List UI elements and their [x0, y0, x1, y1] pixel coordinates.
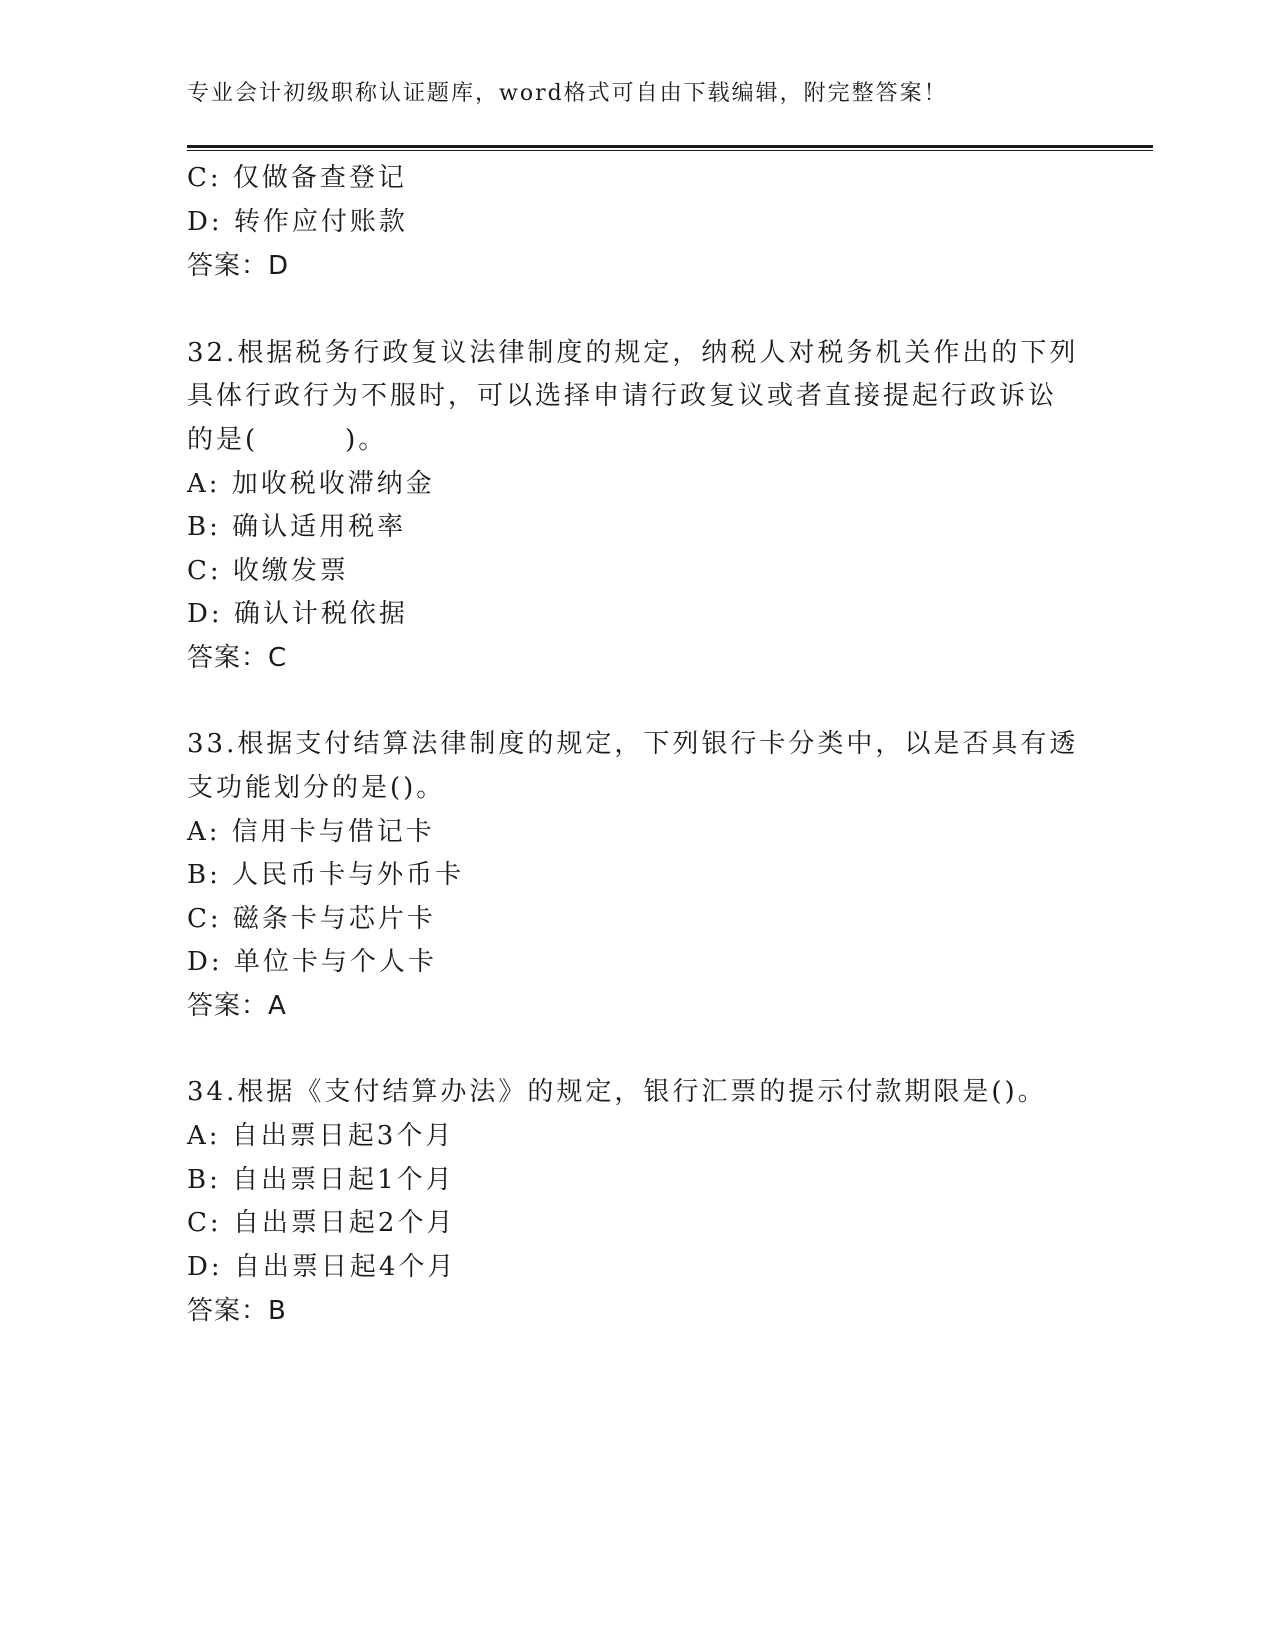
option-d: D: 转作应付账款 [187, 207, 408, 237]
question-32-line-3: 的是( )。 [187, 425, 388, 455]
question-33-line-1: 33.根据支付结算法律制度的规定，下列银行卡分类中，以是否具有透 [187, 729, 1079, 759]
question-32-option-a: A: 加收税收滞纳金 [187, 469, 435, 499]
header-divider-thick [187, 145, 1153, 148]
answer-line: 答案：D [187, 251, 290, 281]
page-header: 专业会计初级职称认证题库，word格式可自由下载编辑，附完整答案！ [187, 81, 948, 106]
header-divider-thin [187, 150, 1153, 151]
option-c: C: 仅做备查登记 [187, 163, 407, 193]
question-32-option-d: D: 确认计税依据 [187, 599, 408, 629]
question-32-option-b: B: 确认适用税率 [187, 512, 407, 542]
question-34-line-1: 34.根据《支付结算办法》的规定，银行汇票的提示付款期限是()。 [187, 1077, 1047, 1107]
question-33-line-2: 支功能划分的是()。 [187, 773, 446, 803]
question-32-option-c: C: 收缴发票 [187, 556, 349, 586]
question-33-option-c: C: 磁条卡与芯片卡 [187, 904, 436, 934]
question-34-option-a: A: 自出票日起3个月 [187, 1121, 455, 1151]
question-32-answer: 答案：C [187, 643, 288, 673]
question-32-line-2: 具体行政行为不服时，可以选择申请行政复议或者直接提起行政诉讼 [187, 381, 1058, 411]
question-33-answer: 答案：A [187, 991, 287, 1021]
question-34-option-b: B: 自出票日起1个月 [187, 1165, 455, 1195]
question-32-line-1: 32.根据税务行政复议法律制度的规定，纳税人对税务机关作出的下列 [187, 338, 1079, 368]
question-34-answer: 答案：B [187, 1296, 287, 1326]
question-33-option-a: A: 信用卡与借记卡 [187, 817, 435, 847]
question-33-option-d: D: 单位卡与个人卡 [187, 947, 437, 977]
question-33-option-b: B: 人民币卡与外币卡 [187, 860, 465, 890]
question-34-option-c: C: 自出票日起2个月 [187, 1208, 456, 1238]
question-34-option-d: D: 自出票日起4个月 [187, 1252, 457, 1282]
